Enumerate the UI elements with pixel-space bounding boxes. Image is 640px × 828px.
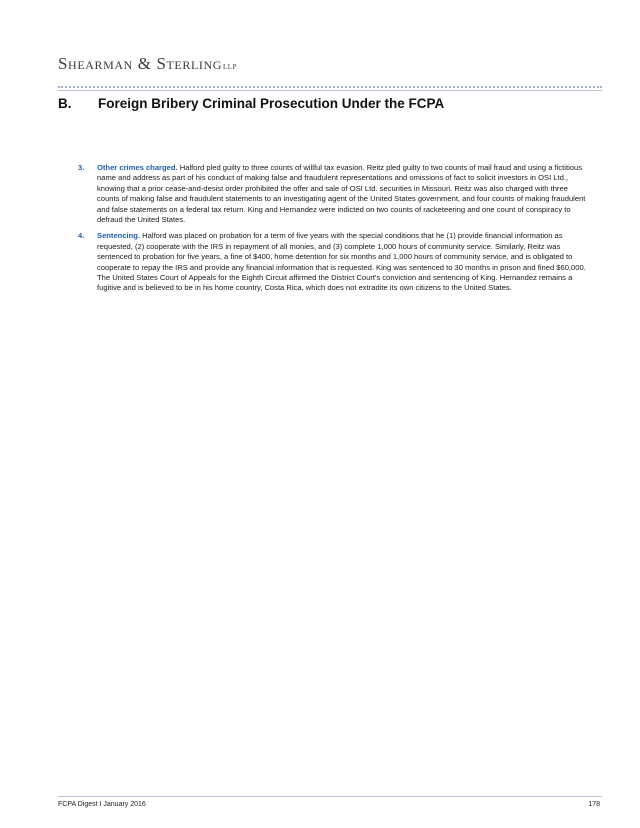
footer-rule — [58, 796, 602, 797]
section-heading — [58, 96, 444, 111]
section-title: Foreign Bribery Criminal Prosecution Under the FCPA — [98, 96, 445, 111]
header-dotted-rule — [58, 86, 602, 88]
firm-logo — [58, 54, 237, 74]
header-rule — [58, 90, 602, 91]
logo-suffix: LLP — [223, 63, 237, 71]
list-item-text: Halford was placed on probation for a term of five years with the special conditions that he (1) provide financial information as requested, (2) cooperate with the IRS in repayment of all monies, and (3) complete 1,000 hours of community service. Similarly, Reitz was sentenced to probation for five years, a fine of $400, home detention for six months and 1,000 hours of community service, and is obligated to cooperate to repay the IRS and provide any financial information that is requested. King was sentenced to 30 months in prison and fined $60,000. The United States Court of Appeals for the Eighth Circuit affirmed the District Court's conviction and sentencing of King. Hernandez remains a fugitive and is believed to be in his home country, Costa Rica, which does not extradite its own citizens to the United States. — [97, 231, 586, 293]
logo-wordmark: Shearman & Sterling — [58, 54, 223, 73]
list-item-text: Halford pled guilty to three counts of willful tax evasion. Reitz pled guilty to two counts of mail fraud and using a fictitious name and address as part of his conduct of making false and fraudulent representations and omissions of fact to solicit investors in OSI Ltd., knowing that a prior cease-and-desist order prohibited the offer and sale of OSI Ltd. securities in Missouri. Reitz was also charged with three counts of making false and fraudulent statements to an investigating agent of the United States government, and four counts of making fraudulent and false statements on a federal tax return. King and Hernandez were indicted on two counts of racketeering and one count of conspiracy to defraud the United States. — [97, 163, 586, 225]
list-item-title: Other crimes charged. — [97, 163, 178, 172]
list-item — [78, 231, 588, 293]
footer-publication: FCPA Digest I January 2016 — [58, 801, 146, 808]
list-item-number: 3. — [78, 163, 85, 172]
section-letter: B. — [58, 96, 72, 111]
list-item-title: Sentencing. — [97, 231, 141, 241]
page-number: 178 — [588, 801, 600, 808]
list-item-body — [97, 163, 588, 225]
list-item — [78, 163, 588, 225]
list-item-number: 4. — [78, 231, 85, 241]
numbered-list — [78, 163, 588, 300]
list-item-body — [97, 231, 588, 293]
